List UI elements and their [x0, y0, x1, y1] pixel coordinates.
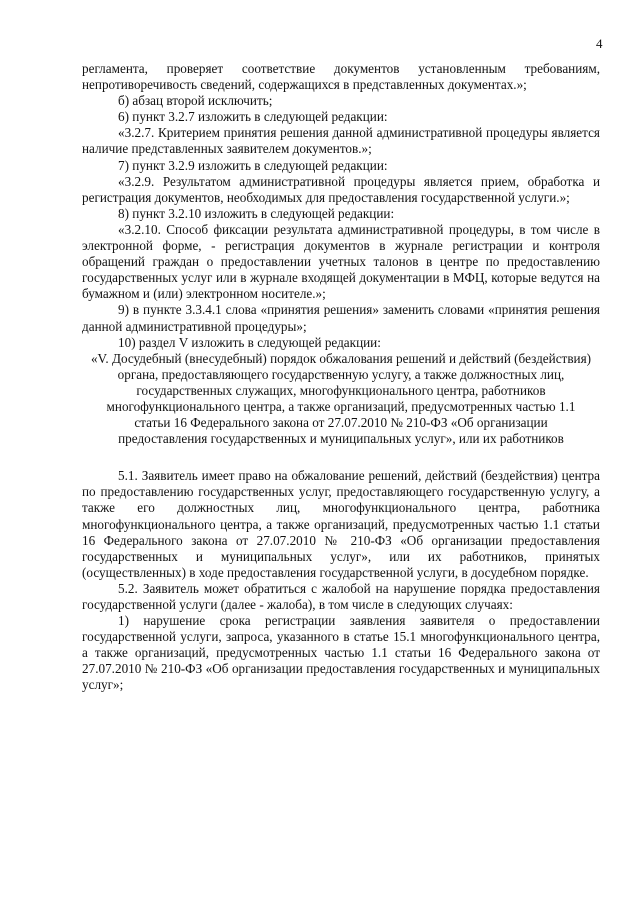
paragraph-5-1: 5.1. Заявитель имеет право на обжалование решений, действий (бездействия) центра по предоставлению государственных услуг, предоставляющего государственную услугу, а также его должностных лиц, многофункционального центра, работника многофункционального центра, а также организаций, предусмотренных частью 1.1 статьи 16 Федерального закона от 27.07.2010 № 210-ФЗ «Об организации предоставления государственных и муниципальных услуг», или их работников, принятых (осуществленных) в ходе предоставления государственной услуги, в досудебном порядке.	[82, 468, 600, 580]
paragraph-item-9: 9) в пункте 3.3.4.1 слова «принятия решения» заменить словами «принятия решения данной административной процедуры»;	[82, 302, 600, 334]
paragraph-item-10: 10) раздел V изложить в следующей редакции:	[118, 334, 381, 350]
paragraph-item-7: 7) пункт 3.2.9 изложить в следующей редакции:	[118, 157, 388, 173]
document-body	[82, 61, 600, 694]
paragraph-5-2-item-1: 1) нарушение срока регистрации заявления заявителя о предоставлении государственной услуги, запроса, указанного в статье 15.1 многофункционального центра, а также организаций, предусмотренных частью 1.1 статьи 16 Федерального закона от 27.07.2010 № 210-ФЗ «Об организации предоставления государственных и муниципальных услуг»;	[82, 613, 600, 693]
paragraph-item-8: 8) пункт 3.2.10 изложить в следующей редакции:	[118, 205, 395, 221]
paragraph-continuation: регламента, проверяет соответствие документов установленным требованиям, непротиворечивость сведений, содержащихся в представленных документах.»;	[82, 61, 600, 93]
paragraph-item-6: 6) пункт 3.2.7 изложить в следующей редакции:	[118, 109, 388, 125]
section-heading: «V. Досудебный (внесудебный) порядок обжалования решений и действий (бездействия) органа, предоставляющего государственную услугу, а также должностных лиц, государственных служащих, многофункционального центра, работников многофункционального центра, а также организаций, предусмотренных частью 1.1 статьи 16 Федерального закона от 27.07.2010 № 210-ФЗ «Об организации предоставления государственных и муниципальных услуг», или их работников	[90, 350, 592, 447]
paragraph-quote-3-2-9: «3.2.9. Результатом административной процедуры является прием, обработка и регистрация документов, необходимых для предоставления государственной услуги.»;	[82, 173, 600, 205]
paragraph-quote-3-2-10: «3.2.10. Способ фиксации результата административной процедуры, в том числе в электронной форме, - регистрация документов в журнале регистрации и контроля обращений граждан о предоставлении учетных талонов в центре по предоставлению государственных услуг или в журнале входящей документации в МФЦ, которые ведутся на бумажном и (или) электронном носителе.»;	[82, 221, 600, 302]
paragraph-item-b: б) абзац второй исключить;	[118, 93, 273, 109]
paragraph-5-2: 5.2. Заявитель может обратиться с жалобой на нарушение порядка предоставления государственной услуги (далее - жалоба), в том числе в следующих случаях:	[82, 580, 600, 612]
page-number: 4	[596, 36, 603, 51]
paragraph-quote-3-2-7: «3.2.7. Критерием принятия решения данной административной процедуры является наличие представленных заявителем документов.»;	[82, 125, 600, 157]
